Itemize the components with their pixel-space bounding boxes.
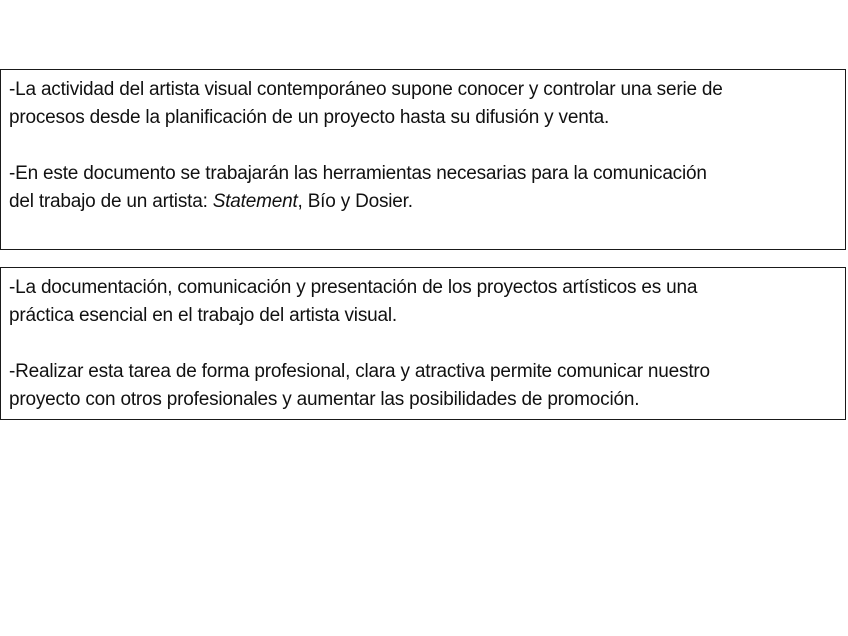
documentation-text-box [0,267,846,420]
paragraph-gap [9,132,837,160]
text-line: -En este documento se trabajarán las herramientas necesarias para la comunicación [9,163,707,184]
paragraph-gap [9,330,837,358]
text-line-with-emphasis [9,188,837,216]
text-line: -La actividad del artista visual contemporáneo supone conocer y controlar una serie de [9,79,723,100]
text-line: práctica esencial en el trabajo del artista visual. [9,305,397,326]
text-segment: del trabajo de un artista: [9,191,213,212]
statement-emphasis: Statement [212,191,298,212]
text-segment: , Bío y Dosier. [297,191,413,212]
text-line: proyecto con otros profesionales y aumentar las posibilidades de promoción. [9,389,640,410]
text-line: procesos desde la planificación de un proyecto hasta su difusión y venta. [9,107,610,128]
intro-text-box [0,69,846,250]
text-line: -La documentación, comunicación y presentación de los proyectos artísticos es una [9,277,698,298]
text-line: -Realizar esta tarea de forma profesional, clara y atractiva permite comunicar nuestro [9,361,710,382]
